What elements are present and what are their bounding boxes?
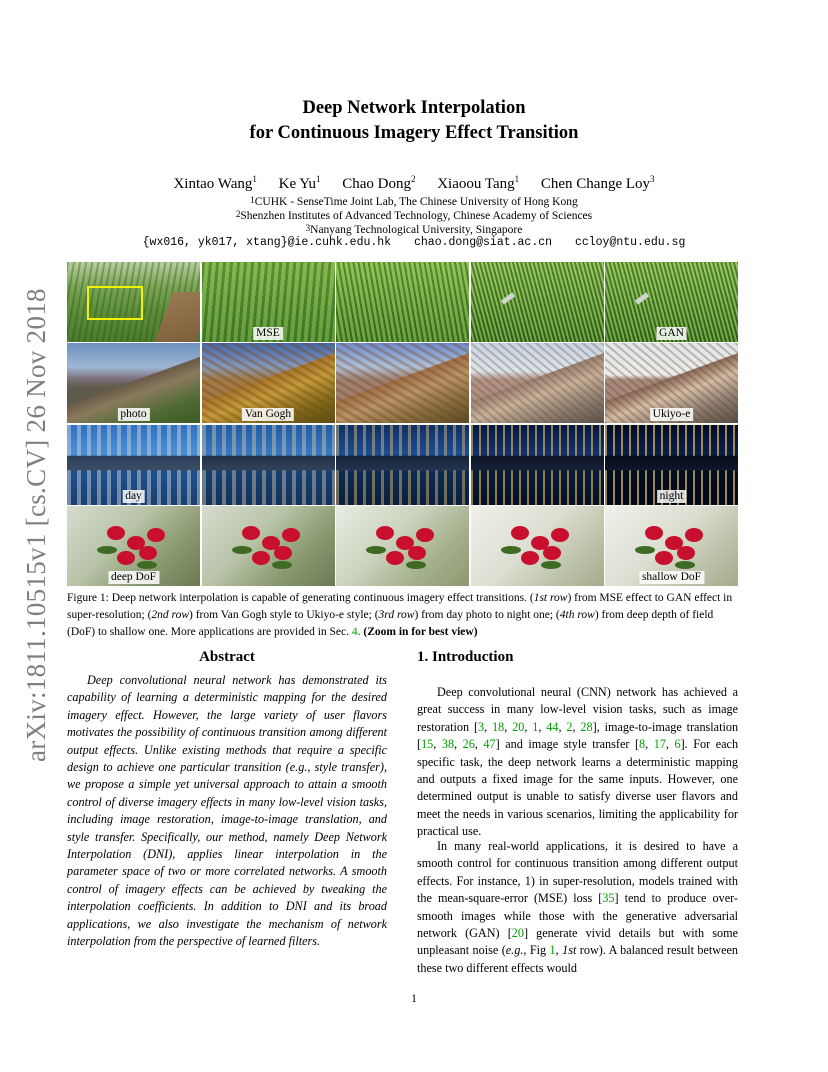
citation-link[interactable]: 6 xyxy=(674,737,681,752)
citation-link[interactable]: 17 xyxy=(653,737,666,752)
arxiv-sidebar-stamp xyxy=(12,282,56,762)
title-line-2: for Continuous Imagery Effect Transition xyxy=(249,123,579,143)
figure-image-sr-gan xyxy=(605,262,738,342)
figure-label: GAN xyxy=(656,327,687,340)
abstract-text: Deep convolutional neural network has demonstrated its capability of learning a deterministic mapping for the desired imagery effect. However, the large variety of user flavors motivates the possibility of continuous transition among different output effects. Unlike existing methods that require a specific design to achieve one particular transition (e.g., style transfer), we propose a simple yet universal approach to attain a smooth control of diverse imagery effects in many low-level vision tasks, including image restoration, image-to-image translation, and style transfer. Specifically, our method, namely Deep Network Interpolation (DNI), applies linear interpolation in the parameter space of two or more correlated networks. A smooth control of imagery effects can be achieved by tweaking the interpolation coefficients. In addition to DNI and its broad applications, we also investigate the mechanism of network interpolation from the perspective of learned filters. xyxy=(67,673,387,949)
citation-link[interactable]: 8 xyxy=(639,737,646,752)
email[interactable]: {wx016, yk017, xtang}@ie.cuhk.edu.hk xyxy=(142,236,392,249)
intro-paragraph-2: In many real-world applications, it is desired to have a smooth control for continuous transition among different output effects. For instance, 1) in super-resolution, models trained with the mean-square-error (MSE) loss [35] tend to produce over-smooth images while those with the generative adversarial network (GAN) [20] generate vivid details but with some unpleasant noise (e.g., Fig 1, 1st row). A balanced result between these two different effects would xyxy=(417,839,739,975)
affiliation: $^3$Nanyang Technological University, Singapore xyxy=(305,223,523,236)
figure-label: Van Gogh xyxy=(242,408,294,421)
title-line-1: Deep Network Interpolation xyxy=(302,98,526,118)
author: Xiaoou Tang$^1$ xyxy=(437,174,520,192)
paper-title xyxy=(0,96,828,146)
author: Chao Dong$^2$ xyxy=(342,174,416,192)
author: Ke Yu$^1$ xyxy=(278,174,321,192)
figure-link[interactable]: 1 xyxy=(549,943,556,958)
citation-link[interactable]: 18 xyxy=(492,719,505,734)
citation-link[interactable]: 20 xyxy=(511,926,524,941)
figure-image-style-interp xyxy=(471,343,604,423)
figure-1-caption: Figure 1: Deep network interpolation is capable of generating continuous imagery effect transitions. (1st row) from MSE effect to GAN effect in super-resolution; (2nd row) from Van Gogh style to Ukiyo-e style; (3rd row) from day photo to night one; (4th row) from deep depth of field (DoF) to shallow one. More applications are provided in Sec. 4. (Zoom in for best view) xyxy=(67,592,733,638)
figure-label: night xyxy=(657,490,687,503)
page-number: 1 xyxy=(411,991,417,1005)
figure-image-sr-interp xyxy=(471,262,604,342)
email[interactable]: chao.dong@siat.ac.cn xyxy=(414,236,553,249)
figure-image-style-ukiyoe xyxy=(605,343,738,423)
figure-label: deep DoF xyxy=(108,571,159,584)
arrow-icon xyxy=(635,292,649,304)
intro-heading: 1. Introduction xyxy=(417,649,514,665)
figure-image-day xyxy=(67,425,200,505)
email[interactable]: ccloy@ntu.edu.sg xyxy=(574,236,686,249)
affiliation: $^2$Shenzhen Institutes of Advanced Technology, Chinese Academy of Sciences xyxy=(235,209,593,222)
figure-image-dof-interp xyxy=(202,506,335,586)
figure-label: MSE xyxy=(253,327,283,340)
zoom-region-box xyxy=(87,286,143,320)
author: Xintao Wang$^1$ xyxy=(173,174,257,192)
figure-image-daynight-interp xyxy=(471,425,604,505)
affiliations xyxy=(0,195,828,237)
arrow-icon xyxy=(500,292,514,304)
figure-image-sr-input xyxy=(67,262,200,342)
figure-image-deep-dof xyxy=(67,506,200,586)
section-link[interactable]: 4 xyxy=(351,626,358,638)
figure-1-grid xyxy=(67,262,738,586)
figure-image-style-vangogh xyxy=(202,343,335,423)
figure-image-dof-interp xyxy=(471,506,604,586)
citation-link[interactable]: 2 xyxy=(566,719,573,734)
citation-link[interactable]: 44 xyxy=(546,719,559,734)
citation-link[interactable]: 3 xyxy=(478,719,485,734)
author: Chen Change Loy$^3$ xyxy=(540,174,655,192)
figure-image-style-photo xyxy=(67,343,200,423)
figure-image-sr-mse xyxy=(202,262,335,342)
citation-link[interactable]: 35 xyxy=(602,891,615,906)
citation-link[interactable]: 15 xyxy=(421,737,434,752)
citation-link[interactable]: 28 xyxy=(580,719,593,734)
figure-image-dof-interp xyxy=(336,506,469,586)
citation-link[interactable]: 38 xyxy=(441,737,455,752)
citation-link[interactable]: 1 xyxy=(532,719,539,734)
figure-label: day xyxy=(122,490,145,503)
citation-link[interactable]: 47 xyxy=(483,737,496,752)
figure-image-night xyxy=(605,425,738,505)
citation-link[interactable]: 26 xyxy=(462,737,475,752)
figure-image-style-interp xyxy=(336,343,469,423)
affiliation: $^1$CUHK - SenseTime Joint Lab, The Chinese University of Hong Kong xyxy=(250,195,578,208)
author-list xyxy=(0,176,828,193)
figure-label: shallow DoF xyxy=(639,571,704,584)
citation-link[interactable]: 20 xyxy=(512,719,525,734)
figure-image-sr-interp xyxy=(336,262,469,342)
figure-label: photo xyxy=(117,408,149,421)
figure-label: Ukiyo-e xyxy=(650,408,694,421)
arxiv-id: arXiv:1811.10515v1 [cs.CV] 26 Nov 2018 xyxy=(21,288,51,762)
figure-image-daynight-interp xyxy=(202,425,335,505)
figure-image-daynight-interp xyxy=(336,425,469,505)
figure-image-shallow-dof xyxy=(605,506,738,586)
abstract-heading: Abstract xyxy=(199,649,255,665)
email-list xyxy=(0,236,828,249)
intro-paragraph-1: Deep convolutional neural (CNN) network has achieved a great success in many low-level vision tasks, such as image restoration [3, 18, 20, 1, 44, 2, 28], image-to-image translation [15, 38, 26, 47] and image style transfer [8, 17, 6]. For each specific task, the deep network learns a deterministic mapping and outputs a fixed image for the same inputs. However, one determined output is unable to satisfy diverse user flavors and meet the needs in various scenarios, limiting the applicability for practical use. xyxy=(417,685,739,839)
